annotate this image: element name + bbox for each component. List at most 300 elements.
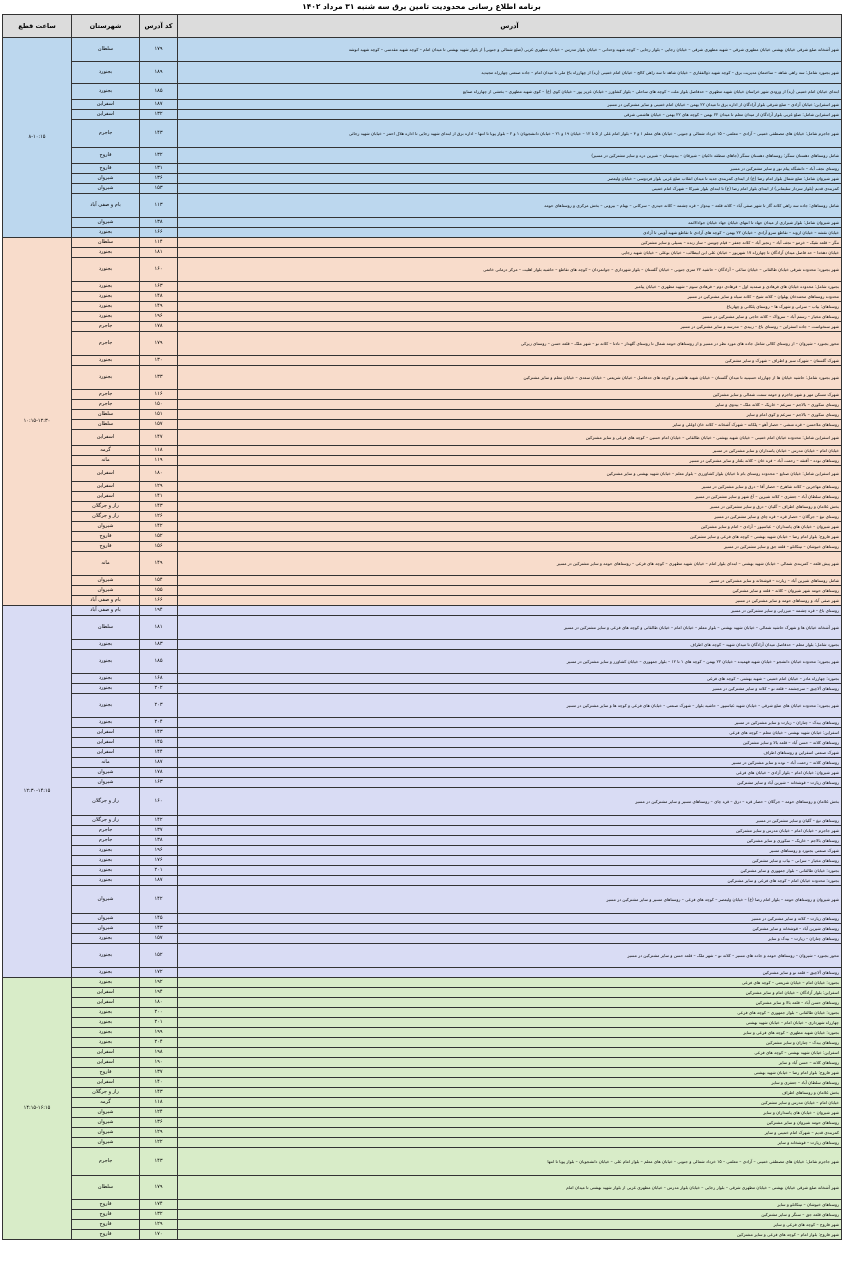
- header-code: کد آدرس: [140, 15, 178, 38]
- city-cell: فاروج: [72, 1068, 140, 1078]
- city-cell: راز و جرگلان: [72, 502, 140, 512]
- city-cell: بام و صفی آباد: [72, 194, 140, 218]
- city-cell: شیروان: [72, 778, 140, 788]
- table-row: [3, 110, 842, 120]
- city-cell: اسفراین: [72, 998, 140, 1008]
- city-cell: فاروج: [72, 1200, 140, 1210]
- address-cell: روستاهای تیغ – گلیان و سایر مشترکین در مسیر: [178, 816, 842, 826]
- address-cell: شهر شیروان شامل: ضلع شمال بلوار امام رضا (ع) از ابتدای کمربندی جدید تا میدان انقلاب ضلع غربی بلوار فردوسی – خیابان ولیعصر: [178, 174, 842, 184]
- city-cell: شیروان: [72, 924, 140, 934]
- address-cell: شهر شیروان – خیابان های پاسداران و سایر: [178, 1108, 842, 1118]
- code-cell: ۱۷۹: [140, 38, 178, 62]
- address-cell: شهر جاجرم شامل: خیابان های مصطفی خمینی – آزادی – معلمی – ۱۵ خرداد شمالی و جنوبی – خیابان های معلم – بلوار امام علی – خیابان دانشجویان – بلوار پویا تا انتها: [178, 1148, 842, 1176]
- table-row: [3, 400, 842, 410]
- code-cell: ۱۹۴: [140, 606, 178, 616]
- code-cell: ۱۴۵: [140, 738, 178, 748]
- city-cell: شیروان: [72, 184, 140, 194]
- table-row: [3, 1038, 842, 1048]
- code-cell: ۱۳۷: [140, 826, 178, 836]
- table-row: [3, 1138, 842, 1148]
- header-address: آدرس: [178, 15, 842, 38]
- code-cell: ۱۶۳: [140, 282, 178, 292]
- city-cell: بجنورد: [72, 356, 140, 366]
- address-cell: بجنورد: خیابان طالقانی – بلوار جمهوری و سایر مشترکین: [178, 866, 842, 876]
- city-cell: بجنورد: [72, 640, 140, 650]
- table-row: [3, 238, 842, 248]
- address-cell: روستاهای زیارت – قوشخانه و سایر: [178, 1138, 842, 1148]
- address-cell: شهر شیروان – خیابان های پاسداران – عباسپور – آزادی – امام و سایر مشترکین: [178, 522, 842, 532]
- city-cell: شیروان: [72, 586, 140, 596]
- table-row: [3, 532, 842, 542]
- table-row: [3, 1008, 842, 1018]
- city-cell: بجنورد: [72, 258, 140, 282]
- city-cell: بجنورد: [72, 248, 140, 258]
- address-cell: شهر صفی آباد و روستاهای حومه و سایر مشترکین در مسیر: [178, 596, 842, 606]
- city-cell: شیروان: [72, 1118, 140, 1128]
- address-cell: روستاهای سلطان آباد – جعفری و سایر: [178, 1078, 842, 1088]
- code-cell: ۱۵۱: [140, 410, 178, 420]
- city-cell: اسفراین: [72, 110, 140, 120]
- table-row: [3, 356, 842, 366]
- address-cell: شهر بجنورد: محدوده خیابان دانشجو – خیابان شهید فهمیده – خیابان ۲۲ بهمن – کوچه های ۱ تا ۱۲ – بلوار جمهوری – خیابان کشاورز و سایر مشترکین در مسیر: [178, 650, 842, 674]
- address-cell: شهرک صنعتی بجنورد و روستاهای مسیر: [178, 846, 842, 856]
- address-cell: شهر فاروج: بلوار امام – کوچه های فرعی و سایر مشترکین: [178, 1230, 842, 1240]
- city-cell: فاروج: [72, 148, 140, 164]
- city-cell: بجنورد: [72, 684, 140, 694]
- address-cell: شهر بجنورد: محدوده شرقی خیابان طالقانی – خیابان ساعی – آزادگان – حاشیه ۲۲ متری جنوبی – خیابان گلستان – بلوار شهرداری – جوانمردان – کوچه های تقاطع – حاشیه بلوار اهلیت – مرکز درمانی خاتمی: [178, 258, 842, 282]
- address-cell: بخش غلامان و روستاهای اطراف: [178, 1088, 842, 1098]
- address-cell: روستاهای قلعه جق – سنگر و سایر مشترکین: [178, 1210, 842, 1220]
- city-cell: راز و جرگلان: [72, 512, 140, 522]
- table-row: [3, 934, 842, 944]
- code-cell: ۱۶۶: [140, 596, 178, 606]
- city-cell: اسفراین: [72, 1078, 140, 1088]
- code-cell: ۱۸۰: [140, 466, 178, 482]
- code-cell: ۱۴۷: [140, 430, 178, 446]
- code-cell: ۱۸۳: [140, 640, 178, 650]
- city-cell: بجنورد: [72, 292, 140, 302]
- code-cell: ۱۹۴: [140, 988, 178, 998]
- city-cell: بجنورد: [72, 228, 140, 238]
- code-cell: ۱۴۳: [140, 1088, 178, 1098]
- address-cell: روستاهای بیدک – چناران – زیارت و سایر مشترکین در مسیر: [178, 718, 842, 728]
- address-cell: شهر جاجرم شامل: خیابان های مصطفی خمینی – آزادی – معلمی – ۱۵ خرداد شمالی و جنوبی – خیابان های معلم ۱ و ۳ – بلوار امام علی از ۵ تا ۱۲ – خیابان ۱۹ و ۲۱ – خیابان دانشجویان ۱ و ۲ – بلوار پویا تا انتها – اداره برق از ابتدای شهید رجایی تا اداره هلال احمر – خیابان شهید رجائی: [178, 120, 842, 148]
- code-cell: ۱۱۴: [140, 238, 178, 248]
- city-cell: شیروان: [72, 886, 140, 914]
- code-cell: ۱۴۹: [140, 302, 178, 312]
- city-cell: شیروان: [72, 1138, 140, 1148]
- table-row: [3, 322, 842, 332]
- address-cell: بجنورد شامل: محدوده خیابان های فرهادی و صمدیه اول – فرهادی دوم – فرهادی سوم – شهید مطهری – خیابان پیامبر: [178, 282, 842, 292]
- address-cell: شامل روستاهای: جاده سه راهی کلاته گاز تا شهر صفی آباد – کلاته قلعه – بیدواز – قره چشمه – کلاته حیدری – سرکانی – بهنام – بیرونی – بخش مرکزی و روستاهای حومه: [178, 194, 842, 218]
- table-row: [3, 492, 842, 502]
- city-cell: اسفراین: [72, 1048, 140, 1058]
- code-cell: ۱۴۳: [140, 728, 178, 738]
- address-cell: روستاهای زیارت – قوشخانه – شیرین آباد و سایر مشترکین: [178, 778, 842, 788]
- city-cell: جاجرم: [72, 390, 140, 400]
- table-row: [3, 876, 842, 886]
- city-cell: سلطان: [72, 410, 140, 420]
- table-row: [3, 886, 842, 914]
- address-cell: روستاهای: بیاب – سرانی و شهرک ها – روستای پلکانی و چهارباغ: [178, 302, 842, 312]
- code-cell: ۱۷۸: [140, 768, 178, 778]
- address-cell: روستاهای حومه شهر شیروان – کلاته – قلعه و سایر مشترکین: [178, 586, 842, 596]
- city-cell: شیروان: [72, 218, 140, 228]
- city-cell: راز و جرگلان: [72, 788, 140, 816]
- table-row: [3, 998, 842, 1008]
- code-cell: ۱۹۲: [140, 978, 178, 988]
- address-cell: روستای باغ – قره چشمه – میرزایی و سایر مشترکین در مسیر: [178, 606, 842, 616]
- table-row: [3, 748, 842, 758]
- code-cell: ۱۶۰: [140, 258, 178, 282]
- address-cell: شهر شیروان: خیابان امام – بلوار آزادی – خیابان های فرعی: [178, 768, 842, 778]
- code-cell: ۲۰۴: [140, 718, 178, 728]
- table-row: [3, 420, 842, 430]
- city-cell: جاجرم: [72, 836, 140, 846]
- table-row: [3, 1058, 842, 1068]
- schedule-table: [2, 14, 842, 1240]
- city-cell: فاروج: [72, 1230, 140, 1240]
- table-row: [3, 1078, 842, 1088]
- code-cell: ۱۴۹: [140, 552, 178, 576]
- code-cell: ۱۷۶: [140, 856, 178, 866]
- address-cell: روستاهای آلاچیق – سرچشمه – قلعه نو – کلاته و سایر مشترکین در مسیر: [178, 684, 842, 694]
- address-cell: شهرک صنعتی اسفراین و روستاهای اطراف: [178, 748, 842, 758]
- code-cell: ۱۶۳: [140, 778, 178, 788]
- table-row: [3, 164, 842, 174]
- table-row: [3, 248, 842, 258]
- address-cell: بجنورد شامل: بلوار معلم – حدفاصل میدان آزادگان تا میدان شهید – کوچه های اطراف: [178, 640, 842, 650]
- code-cell: ۱۷۰: [140, 1230, 178, 1240]
- table-row: [3, 466, 842, 482]
- city-cell: بجنورد: [72, 718, 140, 728]
- address-cell: بجنورد: محدوده خیابان امام – کوچه های فرعی و سایر مشترکین: [178, 876, 842, 886]
- city-cell: شیروان: [72, 576, 140, 586]
- code-cell: ۱۴۲: [140, 522, 178, 532]
- table-row: [3, 968, 842, 978]
- table-row: [3, 586, 842, 596]
- table-row: [3, 1028, 842, 1038]
- address-cell: روستاهای مخیار – رستم آباد – سرواک – کلاته حاجی و سایر مشترکین در مسیر: [178, 312, 842, 322]
- code-cell: ۱۷۲: [140, 968, 178, 978]
- table-row: [3, 836, 842, 846]
- table-row: [3, 640, 842, 650]
- city-cell: فاروج: [72, 542, 140, 552]
- table-row: [3, 606, 842, 616]
- city-cell: شیروان: [72, 914, 140, 924]
- address-cell: شهر فاروج: بلوار امام رضا – خیابان شهید بهشتی: [178, 1068, 842, 1078]
- address-cell: خیابان امام – خیابان مدرس و سایر مشترکین: [178, 1098, 842, 1108]
- city-cell: شیروان: [72, 174, 140, 184]
- city-cell: سلطان: [72, 38, 140, 62]
- code-cell: ۱۲۹: [140, 1220, 178, 1230]
- code-cell: ۲۰۴: [140, 1038, 178, 1048]
- table-row: [3, 650, 842, 674]
- address-cell: روستای تیغ – جرگلان – حصار قره – قره چای و سایر مشترکین در مسیر: [178, 512, 842, 522]
- time-slot-cell: ۸-۱۰:۱۵: [3, 38, 72, 238]
- code-cell: ۱۴۳: [140, 502, 178, 512]
- address-cell: شهرک گلستان – شهرک سبز و اطراف – شهرک و سایر مشترکین: [178, 356, 842, 366]
- address-cell: شهر فاروج – کوچه های فرعی و سایر: [178, 1220, 842, 1230]
- city-cell: اسفراین: [72, 728, 140, 738]
- code-cell: ۱۹۶: [140, 312, 178, 322]
- city-cell: جاجرم: [72, 332, 140, 356]
- city-cell: بجنورد: [72, 856, 140, 866]
- city-cell: بجنورد: [72, 84, 140, 100]
- table-row: [3, 218, 842, 228]
- code-cell: ۱۸۱: [140, 616, 178, 640]
- table-row: [3, 1048, 842, 1058]
- address-cell: روستاهای کلاته – حسن آباد و سایر: [178, 1058, 842, 1068]
- address-cell: روستاهای خبوشان – تیتکانلو و سایر: [178, 1200, 842, 1210]
- table-row: [3, 1230, 842, 1240]
- table-row: [3, 728, 842, 738]
- table-row: [3, 100, 842, 110]
- address-cell: بجنورد: خیابان امام – خیابان شریعتی – کوچه های فرعی: [178, 978, 842, 988]
- code-cell: ۱۲۲: [140, 1138, 178, 1148]
- city-cell: بجنورد: [72, 650, 140, 674]
- code-cell: ۱۸۱: [140, 248, 178, 258]
- city-cell: سلطان: [72, 238, 140, 248]
- city-cell: فاروج: [72, 164, 140, 174]
- code-cell: ۱۴۴: [140, 748, 178, 758]
- code-cell: ۱۲۴: [140, 1108, 178, 1118]
- code-cell: ۱۳۱: [140, 164, 178, 174]
- city-cell: بجنورد: [72, 1038, 140, 1048]
- code-cell: ۱۲۹: [140, 1128, 178, 1138]
- table-row: [3, 826, 842, 836]
- table-row: [3, 694, 842, 718]
- address-cell: روستاهای بالاجم – خاریک – سکوری و سایر مشترکین: [178, 836, 842, 846]
- address-cell: شهر اسفراین شامل: محدوده خیابان امام خمینی – خیابان شهید بهشتی – خیابان طالقانی – خیابان امام حسین – کوچه های فرعی و سایر مشترکین: [178, 430, 842, 446]
- table-row: [3, 552, 842, 576]
- address-cell: روستاهای کلاته – حسن آباد – قلعه بالا و سایر مشترکین: [178, 738, 842, 748]
- table-row: [3, 788, 842, 816]
- city-cell: بام و صفی آباد: [72, 606, 140, 616]
- table-row: [3, 542, 842, 552]
- code-cell: ۱۸۹: [140, 62, 178, 84]
- address-cell: روستاهای نوده – آقتقه – رحمت آباد – قره خان – کلاته بلغار و سایر مشترکین در مسیر: [178, 456, 842, 466]
- address-cell: شهر جاجرم – خیابان امام – خیابان مدرس و سایر مشترکین: [178, 826, 842, 836]
- code-cell: ۱۵۷: [140, 420, 178, 430]
- table-row: [3, 738, 842, 748]
- city-cell: بجنورد: [72, 1008, 140, 1018]
- table-row: [3, 1200, 842, 1210]
- table-row: [3, 816, 842, 826]
- code-cell: ۱۹۹: [140, 1028, 178, 1038]
- code-cell: ۱۳۸: [140, 836, 178, 846]
- address-cell: بجنورد: خیابان شهید مطهری – کوچه های فرعی و سایر: [178, 1028, 842, 1038]
- address-cell: بخش غلامان و روستاهای حومه – جرگلان – حصار قره – درق – قره چای – روستاهای مسیر و سایر مشترکین در مسیر: [178, 788, 842, 816]
- table-row: [3, 312, 842, 322]
- city-cell: جاجرم: [72, 322, 140, 332]
- table-row: [3, 456, 842, 466]
- code-cell: ۱۳۲: [140, 148, 178, 164]
- code-cell: ۱۷۸: [140, 322, 178, 332]
- code-cell: ۱۴۱: [140, 492, 178, 502]
- address-cell: روستاهای حسن آباد – قلعه بالا و سایر مشترکین: [178, 998, 842, 1008]
- table-row: [3, 522, 842, 532]
- city-cell: شیروان: [72, 1108, 140, 1118]
- city-cell: بجنورد: [72, 876, 140, 886]
- city-cell: سلطان: [72, 420, 140, 430]
- time-slot-cell: ۱۲:۳۰-۱۴:۱۵: [3, 606, 72, 978]
- address-cell: شهر آشخانه خیابان ها و شهرک حاشیه شمالی – خیابان شهید بهشتی – بلوار معلم – خیابان امام – خیابان طالقانی و کوچه های فرعی و سایر مشترکین در مسیر: [178, 616, 842, 640]
- code-cell: ۱۳۷: [140, 1068, 178, 1078]
- city-cell: شیروان: [72, 1128, 140, 1138]
- code-cell: ۱۲۹: [140, 482, 178, 492]
- table-row: [3, 1128, 842, 1138]
- city-cell: فاروج: [72, 1220, 140, 1230]
- code-cell: ۱۴۳: [140, 924, 178, 934]
- time-slot-cell: ۱۰:۱۵-۱۲:۳۰: [3, 238, 72, 606]
- code-cell: ۲۰۳: [140, 694, 178, 718]
- address-cell: روستای سکوری – بالاجم – سرعم – خاریک – کلاته ملک – بیدوی و سایر: [178, 400, 842, 410]
- city-cell: اسفراین: [72, 466, 140, 482]
- city-cell: بجنورد: [72, 944, 140, 968]
- city-cell: گرمه: [72, 446, 140, 456]
- city-cell: بجنورد: [72, 1018, 140, 1028]
- table-row: [3, 502, 842, 512]
- table-row: [3, 924, 842, 934]
- address-cell: ابتدای خیابان امام خمینی (ره) از ورودی شهر خراسان خیابان شهید مطهری – حدفاصل بلوار ملت – کوچه های ساحلی – بلوار کشاورز – خیابان عزیز پور – خیابان کوی (ع) – کوی شهید مطهری – بخشی از چهارراه صنایع: [178, 84, 842, 100]
- table-row: [3, 1118, 842, 1128]
- code-cell: ۱۹۰: [140, 1058, 178, 1068]
- code-cell: ۱۱۶: [140, 390, 178, 400]
- table-row: [3, 978, 842, 988]
- city-cell: شیروان: [72, 768, 140, 778]
- city-cell: اسفراین: [72, 988, 140, 998]
- code-cell: ۱۴۲: [140, 816, 178, 826]
- table-row: [3, 430, 842, 446]
- table-row: [3, 988, 842, 998]
- table-row: [3, 84, 842, 100]
- city-cell: فاروج: [72, 1210, 140, 1220]
- table-row: [3, 1148, 842, 1176]
- address-cell: شهر اسفراین شامل: خیابان صنایع – محدوده روستای بام تا خیابان بلوار کشاورزی – بلوار معلم – خیابان شهید بهشتی و سایر مشترکین: [178, 466, 842, 482]
- address-cell: بخش غلامان و روستاهای اطراف – گلیان – درق و سایر مشترکین در مسیر: [178, 502, 842, 512]
- code-cell: ۱۵۷: [140, 934, 178, 944]
- code-cell: ۲۰۲: [140, 684, 178, 694]
- address-cell: شهر فاروج: بلوار امام رضا – خیابان شهید بهشتی – کوچه های فرعی و سایر مشترکین: [178, 532, 842, 542]
- table-row: [3, 512, 842, 522]
- city-cell: اسفراین: [72, 1058, 140, 1068]
- table-row: [3, 38, 842, 62]
- address-cell: روستای نجف آباد – دانشگاه پیام نور و سایر مشترکین در مسیر: [178, 164, 842, 174]
- city-cell: بجنورد: [72, 674, 140, 684]
- table-row: [3, 1220, 842, 1230]
- table-row: [3, 366, 842, 390]
- city-cell: راز و جرگلان: [72, 1088, 140, 1098]
- code-cell: ۱۱۳: [140, 194, 178, 218]
- table-row: [3, 292, 842, 302]
- address-cell: شامل روستاهای دهستان سنگر: روستاهای دهستان سنگر (جاهای منطقه داغیان – شیرقان – بیدوستان – شیرین دره و سایر مشترکین در مسیر): [178, 148, 842, 164]
- code-cell: ۱۴۲: [140, 886, 178, 914]
- city-cell: اسفراین: [72, 738, 140, 748]
- city-cell: جاجرم: [72, 826, 140, 836]
- city-cell: سلطان: [72, 1176, 140, 1200]
- code-cell: ۱۳۲: [140, 110, 178, 120]
- code-cell: ۱۱۸: [140, 446, 178, 456]
- table-row: [3, 1088, 842, 1098]
- address-cell: روستاهای خبوشان – تیتکانلو – قلعه جق و سایر مشترکین در مسیر: [178, 542, 842, 552]
- city-cell: بجنورد: [72, 934, 140, 944]
- address-cell: بجنورد: خیابان طالقانی – بلوار جمهوری – کوچه های فرعی: [178, 1008, 842, 1018]
- time-slot-cell: ۱۴:۱۵-۱۶:۱۵: [3, 978, 72, 1240]
- address-cell: روستاهای ملاحسن – قره منشی – حصار آهو – پلکانه – شهرک آشخانه – کلاته خان اوغلی و سایر: [178, 420, 842, 430]
- address-cell: شهر آشخانه ضلع شرقی خیابان بهشتی خیابان مطهری شرقی – شهید مطهری شرقی – خیابان رجایی – بلوار رجایی – کوچه شهید وحدانی – خیابان بلوار مدرس – خیابان مطهری غربی (ضلع شمالی و جنوبی) از بلوار شهید بهشتی تا میدان امام – کوچه شهید مقدسی – کوچه شهید انوشه: [178, 38, 842, 62]
- code-cell: ۱۳۳: [140, 366, 178, 390]
- code-cell: ۱۵۶: [140, 542, 178, 552]
- city-cell: بجنورد: [72, 968, 140, 978]
- code-cell: ۱۲۶: [140, 512, 178, 522]
- address-cell: شهر شیروان شامل: بلوار شیرازی از میدان جهاد تا انتهای خیابان جهاد خیابان جوادالائمه: [178, 218, 842, 228]
- table-row: [3, 1098, 842, 1108]
- table-row: [3, 866, 842, 876]
- table-row: [3, 302, 842, 312]
- table-row: [3, 410, 842, 420]
- table-row: [3, 446, 842, 456]
- table-row: [3, 684, 842, 694]
- code-cell: ۱۹۶: [140, 846, 178, 856]
- code-cell: ۲۰۱: [140, 866, 178, 876]
- address-cell: خیابان نقشه – خیابان اروند – تقاطع سرو آزادی – خیابان ۲۲ بهمن – کوچه های آزادی تا تقاطع شهید آوینی تا آزادی: [178, 228, 842, 238]
- address-cell: شهر اسفراین شامل: ضلع غربی بلوار آزادگان از میدان معلم تا میدان ۲۲ بهمن – کوچه های ۲۲ بهمن – خیابان هاشمی شرقی: [178, 110, 842, 120]
- code-cell: ۱۶۰: [140, 788, 178, 816]
- code-cell: ۱۶۸: [140, 674, 178, 684]
- code-cell: ۱۸۰: [140, 998, 178, 1008]
- address-cell: شهر سنخواست – جاده اسفراین – روستای باغ – زبیدی – مدرسه و سایر مشترکین در مسیر: [178, 322, 842, 332]
- code-cell: ۱۳۶: [140, 174, 178, 184]
- address-cell: روستاهای مخیار – سرانی – بیاب و سایر مشترکین: [178, 856, 842, 866]
- address-cell: روستاهای چناران – زیارت – بیدک و سایر: [178, 934, 842, 944]
- code-cell: ۱۴۵: [140, 914, 178, 924]
- table-row: [3, 228, 842, 238]
- code-cell: ۱۸۵: [140, 84, 178, 100]
- city-cell: اسفراین: [72, 492, 140, 502]
- city-cell: بجنورد: [72, 366, 140, 390]
- table-row: [3, 914, 842, 924]
- table-row: [3, 576, 842, 586]
- table-row: [3, 482, 842, 492]
- code-cell: ۱۸۷: [140, 100, 178, 110]
- table-row: [3, 174, 842, 184]
- table-row: [3, 1068, 842, 1078]
- city-cell: گرمه: [72, 1098, 140, 1108]
- code-cell: ۱۱۸: [140, 1098, 178, 1108]
- address-cell: شهر آشخانه ضلع شرقی خیابان بهشتی – خیابان مطهری شرقی – بلوار رجایی – خیابان بلوار مدرس – خیابان مطهری غربی از بلوار شهید بهشتی تا میدان امام: [178, 1176, 842, 1200]
- table-row: [3, 944, 842, 968]
- table-row: [3, 674, 842, 684]
- city-cell: بجنورد: [72, 978, 140, 988]
- city-cell: مانه: [72, 552, 140, 576]
- address-cell: خیابان امام – خیابان مدرس – خیابان پاسداران و سایر مشترکین در مسیر: [178, 446, 842, 456]
- table-row: [3, 846, 842, 856]
- code-cell: ۱۵۴: [140, 576, 178, 586]
- address-cell: کمربندی قدیم – شهرک امام خمینی و سایر: [178, 1128, 842, 1138]
- code-cell: ۱۵۲: [140, 532, 178, 542]
- address-cell: اسفراین: خیابان شهید بهشتی – کوچه های فرعی: [178, 1048, 842, 1058]
- city-cell: بجنورد: [72, 1028, 140, 1038]
- address-cell: روستاهای بیدک – چناران و سایر مشترکین: [178, 1038, 842, 1048]
- city-cell: بجنورد: [72, 312, 140, 322]
- code-cell: ۱۶۶: [140, 228, 178, 238]
- code-cell: ۱۹۸: [140, 1048, 178, 1058]
- city-cell: جاجرم: [72, 1148, 140, 1176]
- code-cell: ۱۳۸: [140, 218, 178, 228]
- address-cell: شهر بجنورد شامل: حاشیه خیابان ها از چهارراه حسینیه تا میدان گلستان – خیابان شهید هاشمی و کوچه های حدفاصل – خیابان شریعتی – خیابان سعدی – خیابان معلم و سایر مشترکین: [178, 366, 842, 390]
- city-cell: بجنورد: [72, 302, 140, 312]
